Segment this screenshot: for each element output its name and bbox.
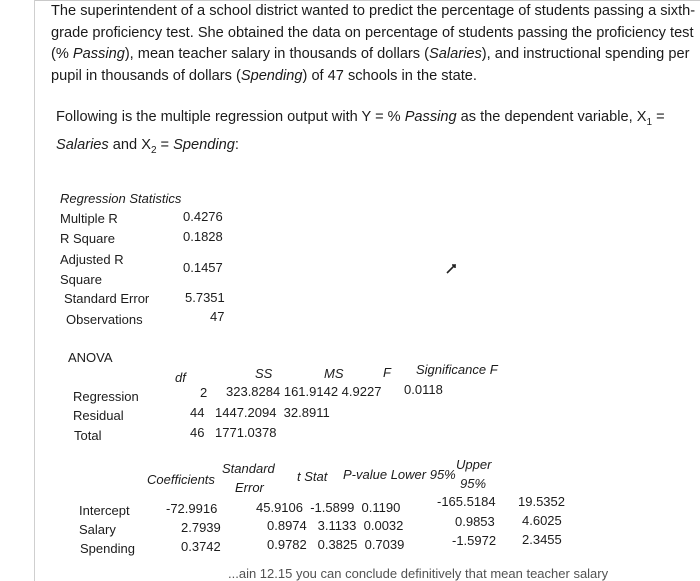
coef-upper95: 4.6025 <box>522 513 562 528</box>
question-line: (% Passing), mean teacher salary in thousands of dollars (Salaries), and instructional spending per <box>51 46 690 62</box>
anova-df: 2 <box>200 385 208 400</box>
coef-upper95: 2.3455 <box>522 532 562 547</box>
description-line: Salaries and $X_2$ = Spending: <box>56 136 239 156</box>
regstats-value: 5.7351 <box>185 290 225 305</box>
anova-header-f: F <box>383 365 391 380</box>
question-text <box>51 1 696 87</box>
coef-value: 2.7939 <box>181 520 221 535</box>
anova-title: ANOVA <box>68 350 113 365</box>
regstats-value: 47 <box>210 309 225 324</box>
regstats-label: Observations <box>66 312 143 327</box>
anova-header-df: df <box>175 370 186 385</box>
left-border <box>34 0 35 581</box>
regstats-label: Multiple R <box>60 211 118 226</box>
coef-header-upper: Upper <box>456 457 492 472</box>
question-line: The superintendent of a school district wanted to predict the percentage of students passing a sixth- <box>51 3 696 19</box>
coef-header-tstat: t Stat <box>297 469 328 484</box>
regression-description <box>56 106 665 162</box>
coef-stats: 0.8974 3.1133 0.0032 <box>267 518 404 533</box>
coef-header-standard: Standard <box>222 461 275 476</box>
question-line: pupil in thousands of dollars (Spending) of 47 schools in the state. <box>51 67 477 84</box>
coef-lower95: -165.5184 <box>437 494 496 509</box>
coef-row-label: Spending <box>80 541 135 556</box>
anova-header-ms: MS <box>324 366 344 381</box>
coef-stats: 0.9782 0.3825 0.7039 <box>267 537 405 552</box>
coef-lower95: -1.5972 <box>452 533 497 548</box>
regstats-label: Adjusted R <box>60 252 124 267</box>
anova-df: 44 <box>190 405 205 420</box>
coef-upper95: 19.5352 <box>518 494 565 509</box>
coef-header-coefficients: Coefficients <box>147 472 215 487</box>
description-line: Following is the multiple regression output with Y = % Passing as the dependent variable, $X_1$ = <box>56 109 665 128</box>
anova-df: 46 <box>190 425 205 440</box>
anova-row-label: Residual <box>73 408 124 423</box>
coef-header-error: Error <box>235 480 264 495</box>
coef-stats: 45.9106 -1.5899 0.1190 <box>256 500 401 515</box>
anova-header-ss: SS <box>255 366 273 381</box>
anova-ss-ms-f: 323.8284 161.9142 4.9227 <box>226 384 382 399</box>
regstats-label: Standard Error <box>64 291 150 306</box>
regstats-label: Square <box>60 272 102 287</box>
coef-value: -72.9916 <box>166 501 218 516</box>
question-line: grade proficiency test. She obtained the data on percentage of students passing the proficiency test <box>51 24 694 41</box>
anova-ss: 1771.0378 <box>215 425 277 440</box>
regstats-value: 0.4276 <box>183 209 223 224</box>
cursor-arrow-icon <box>446 264 456 274</box>
anova-row-label: Regression <box>73 389 139 404</box>
anova-significance: 0.0118 <box>404 382 443 397</box>
coef-lower95: 0.9853 <box>455 514 495 529</box>
regstats-label: R Square <box>60 231 115 246</box>
regstats-value: 0.1828 <box>183 229 223 244</box>
coef-header-95: 95% <box>460 476 487 491</box>
regstats-value: 0.1457 <box>183 260 223 275</box>
anova-header-significance: Significance F <box>416 362 498 377</box>
cut-off-text: ...ain 12.15 you can conclude definitively that mean teacher salary <box>228 566 609 581</box>
coef-row-label: Salary <box>79 522 116 537</box>
coef-header-pvalue-lower: P-value Lower 95% <box>343 467 456 482</box>
anova-row-label: Total <box>74 428 102 443</box>
coef-value: 0.3742 <box>181 539 221 554</box>
coef-row-label: Intercept <box>79 503 130 518</box>
regstats-title: Regression Statistics <box>60 191 182 206</box>
anova-ss-ms: 1447.2094 32.8911 <box>215 405 330 420</box>
